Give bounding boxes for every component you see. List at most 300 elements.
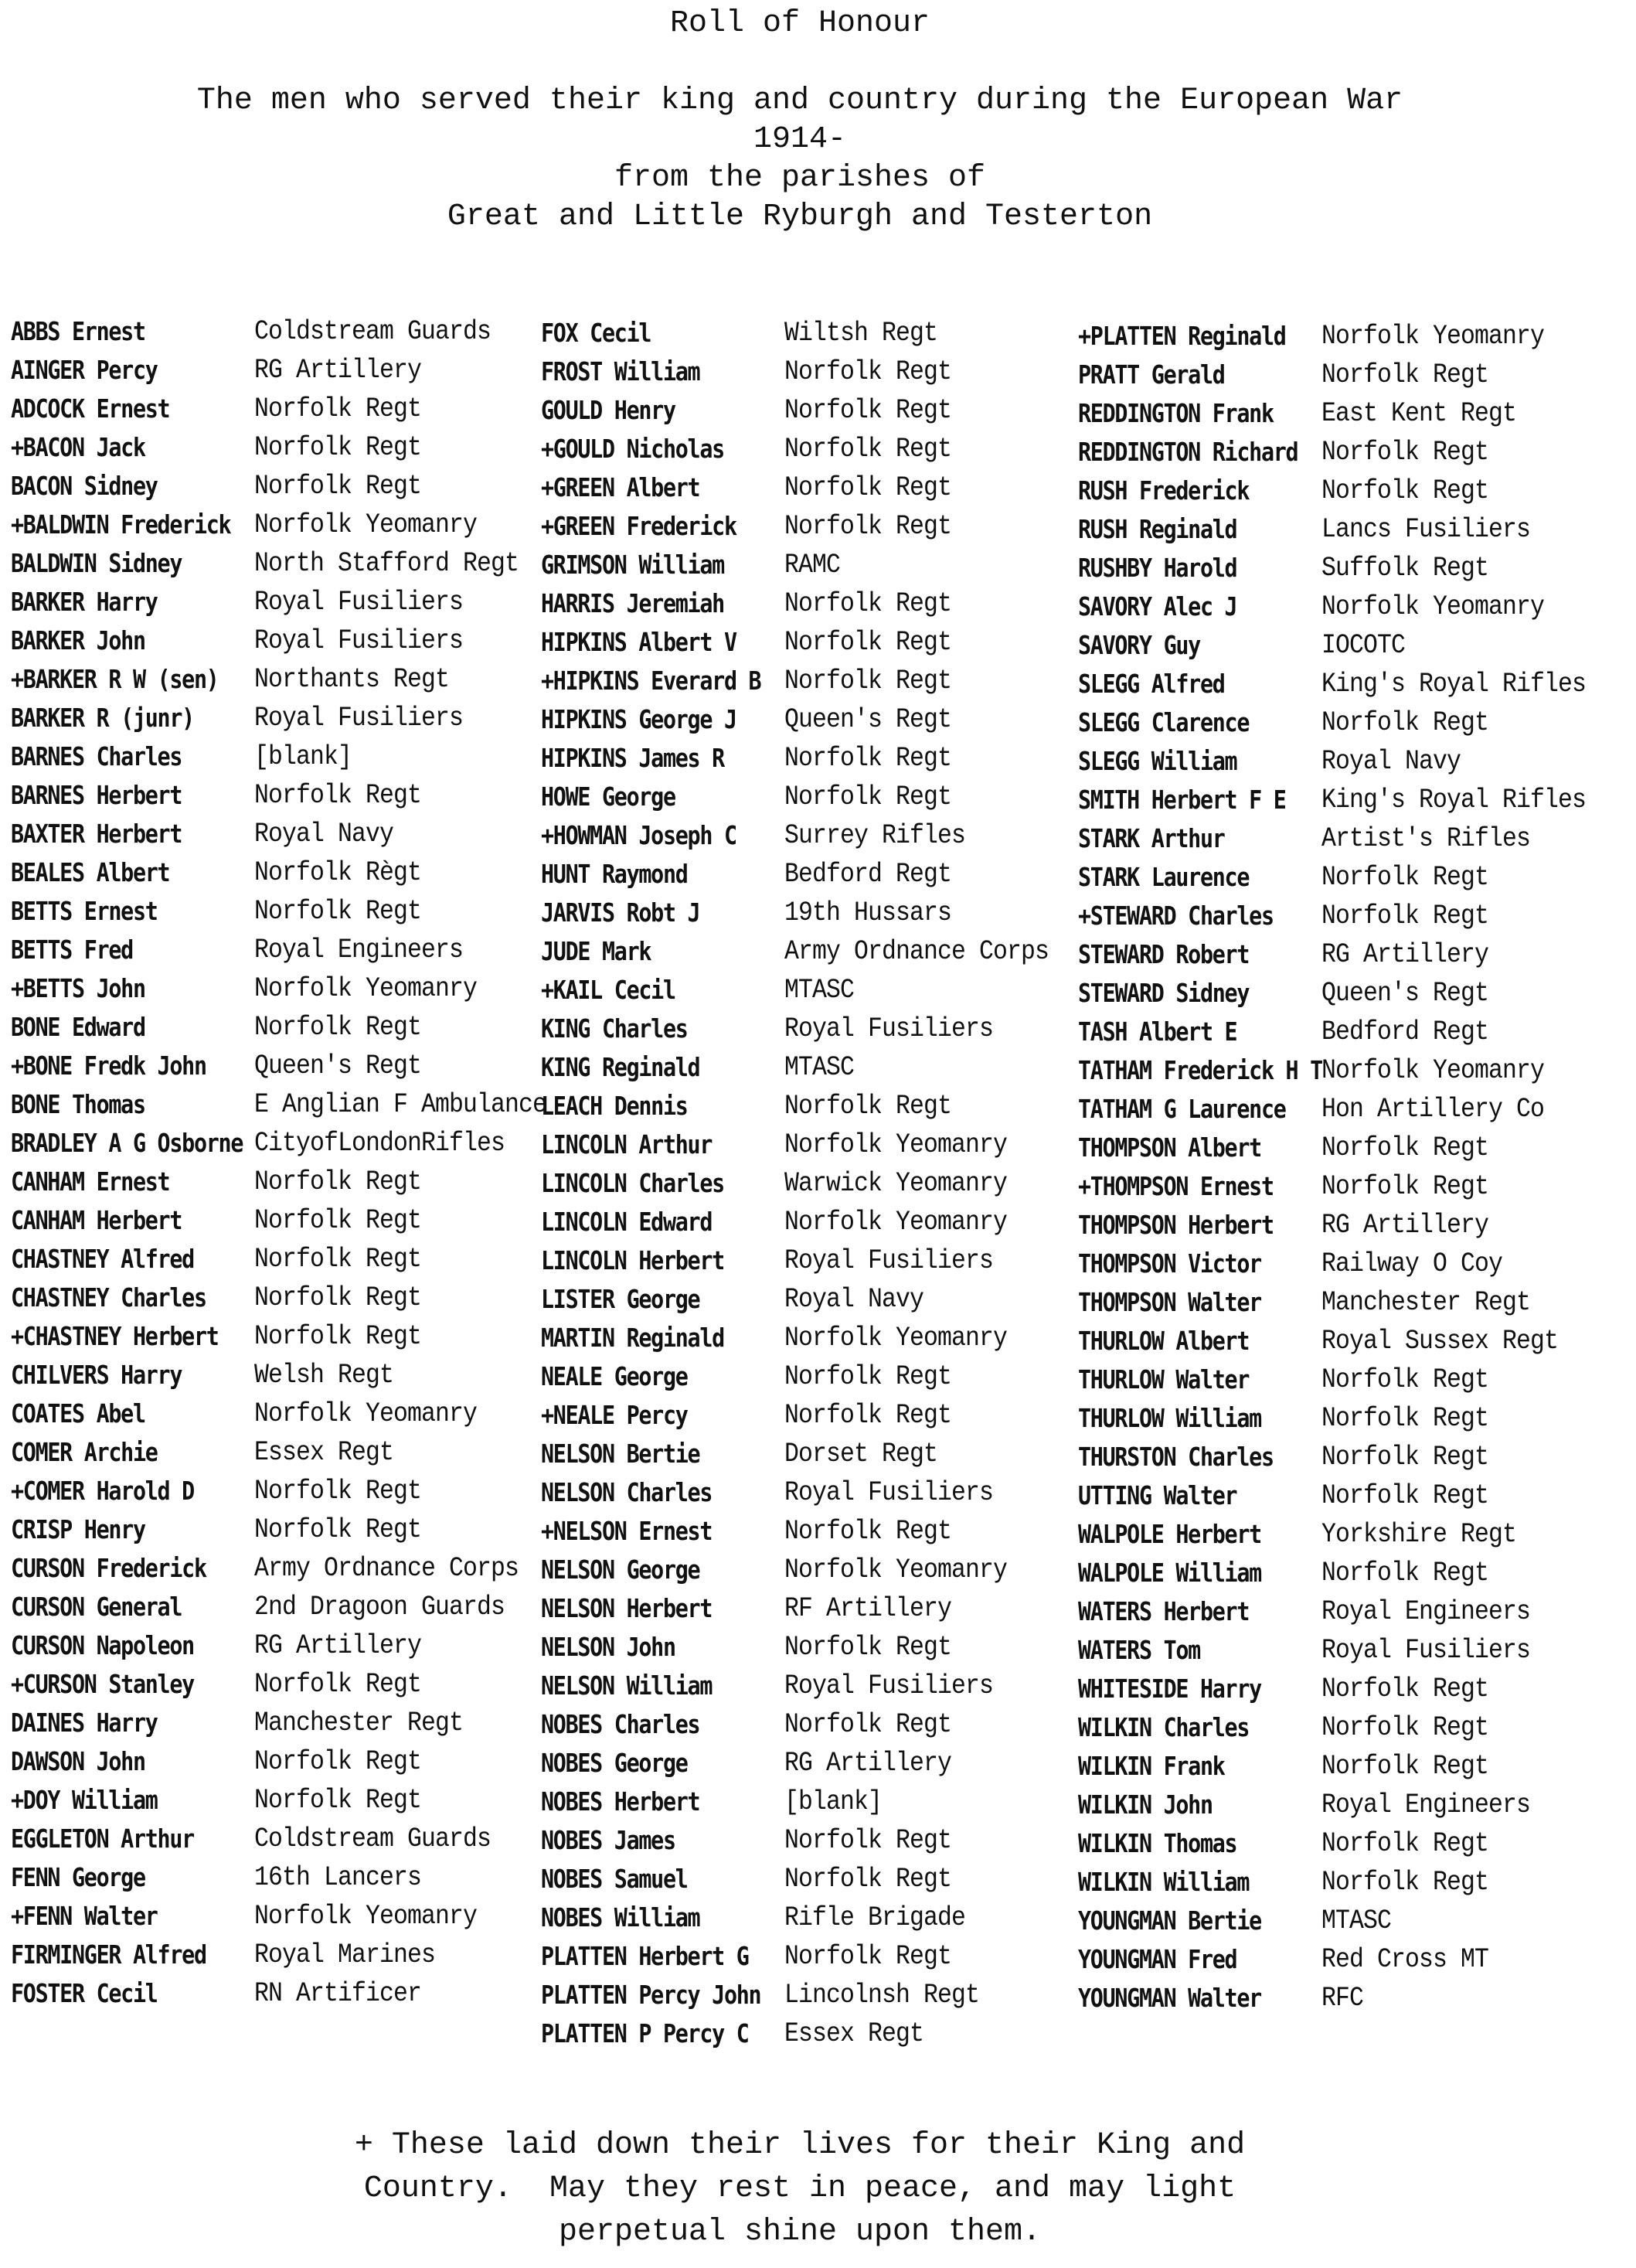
soldier-name: +PLATTEN Reginald — [1078, 321, 1286, 351]
soldier-unit: Royal Navy — [784, 1284, 924, 1315]
soldier-name: BONE Edward — [11, 1012, 145, 1042]
soldier-unit: Coldstream Guards — [254, 316, 491, 347]
subtitle-line-4: Great and Little Ryburgh and Testerton — [447, 199, 1153, 234]
soldier-unit: Norfolk Regt — [1321, 901, 1489, 931]
roll-entry — [1078, 1090, 1615, 1129]
soldier-unit: Norfolk Regt — [1321, 437, 1489, 468]
roll-entry — [11, 776, 579, 815]
soldier-unit: CityofLondonRifles — [254, 1128, 505, 1159]
soldier-unit: Norfolk Yeomanry — [1321, 1055, 1545, 1086]
soldier-unit: Norfolk Regt — [1321, 1674, 1489, 1704]
soldier-name: +KAIL Cecil — [541, 975, 675, 1005]
soldier-unit: Norfolk Regt — [254, 1476, 422, 1507]
soldier-unit: Norfolk Regt — [784, 1516, 952, 1547]
soldier-unit: Norfolk Regt — [784, 472, 952, 503]
roll-entry — [11, 737, 579, 776]
roll-entry — [541, 584, 1078, 623]
soldier-name: HIPKINS James R — [541, 743, 724, 773]
roll-entry — [541, 546, 1078, 584]
soldier-name: BARKER R (junr) — [11, 703, 194, 733]
roll-entry — [11, 1897, 579, 1936]
footnote-line-2: Country. May they rest in peace, and may light — [363, 2171, 1236, 2206]
roll-entry — [1078, 1747, 1615, 1786]
soldier-unit: Norfolk Regt — [784, 743, 952, 774]
soldier-unit: Royal Fusiliers — [784, 1013, 994, 1044]
roll-entry — [11, 1124, 579, 1163]
roll-entry — [1078, 1399, 1615, 1438]
document-header — [0, 5, 1600, 237]
roll-entry — [1078, 1631, 1615, 1670]
roll-entry — [11, 815, 579, 853]
soldier-unit: Norfolk Regt — [784, 1091, 952, 1122]
soldier-unit: Army Ordnance Corps — [784, 936, 1049, 967]
roll-entry — [541, 1628, 1078, 1667]
soldier-name: CHASTNEY Charles — [11, 1282, 206, 1313]
soldier-unit: Bedford Regt — [1321, 1017, 1489, 1047]
roll-entry — [1078, 974, 1615, 1013]
footnote-line-1: + These laid down their lives for their King and — [354, 2128, 1246, 2163]
roll-entry — [1078, 1979, 1615, 2018]
roll-entry — [11, 699, 579, 737]
soldier-name: NOBES Herbert — [541, 1786, 700, 1817]
roll-entry — [1078, 781, 1615, 819]
soldier-unit: Norfolk Yeomanry — [1321, 591, 1545, 622]
roll-entry — [541, 1203, 1078, 1241]
roll-entry — [11, 1047, 579, 1085]
roll-entry — [1078, 587, 1615, 626]
soldier-unit: Norfolk Yeomanry — [784, 1207, 1008, 1238]
soldier-name: BETTS Ernest — [11, 896, 158, 926]
roll-entry — [11, 506, 579, 544]
soldier-unit: Royal Navy — [1321, 746, 1461, 777]
soldier-unit: MTASC — [1321, 1905, 1392, 1936]
soldier-name: RUSH Reginald — [1078, 514, 1237, 544]
soldier-name: UTTING Walter — [1078, 1480, 1237, 1510]
soldier-unit: Army Ordnance Corps — [254, 1553, 519, 1584]
roll-entry — [1078, 1283, 1615, 1322]
soldier-name: +GREEN Albert — [541, 472, 700, 502]
roll-entry — [1078, 1554, 1615, 1592]
soldier-name: THOMPSON Walter — [1078, 1287, 1261, 1317]
soldier-name: PRATT Gerald — [1078, 359, 1225, 390]
roll-entry — [541, 1473, 1078, 1512]
soldier-name: WILKIN Frank — [1078, 1751, 1225, 1781]
roll-entry — [11, 1549, 579, 1588]
soldier-unit: Norfolk Regt — [254, 393, 422, 424]
roll-entry — [11, 1472, 579, 1510]
soldier-name: ADCOCK Ernest — [11, 393, 170, 424]
soldier-name: WILKIN John — [1078, 1790, 1213, 1820]
roll-entry — [541, 430, 1078, 468]
soldier-unit: IOCOTC — [1321, 630, 1406, 661]
soldier-unit: Suffolk Regt — [1321, 553, 1489, 584]
soldier-unit: Wiltsh Regt — [784, 318, 938, 349]
soldier-name: TASH Albert E — [1078, 1017, 1237, 1047]
soldier-name: LINCOLN Charles — [541, 1168, 724, 1198]
soldier-name: DAINES Harry — [11, 1708, 158, 1738]
roll-entry — [11, 969, 579, 1008]
soldier-name: WALPOLE William — [1078, 1558, 1261, 1588]
soldier-unit: RAMC — [784, 550, 841, 581]
roll-entry — [541, 391, 1078, 430]
roll-entry — [1078, 1167, 1615, 1206]
soldier-name: BALDWIN Sidney — [11, 548, 182, 578]
soldier-unit: Norfolk Regt — [254, 896, 422, 927]
soldier-name: THURLOW William — [1078, 1403, 1261, 1433]
roll-entry — [11, 853, 579, 892]
soldier-unit: Norfolk Regt — [784, 1361, 952, 1392]
roll-entry — [1078, 665, 1615, 703]
roll-entry — [11, 1588, 579, 1626]
roll-column-2 — [541, 314, 1078, 2053]
roll-entry — [541, 894, 1078, 932]
soldier-unit: Red Cross MT — [1321, 1944, 1489, 1975]
roll-entry — [1078, 1824, 1615, 1863]
roll-entry — [11, 621, 579, 660]
roll-entry — [541, 352, 1078, 391]
roll-entry — [1078, 1051, 1615, 1090]
soldier-name: SLEGG Alfred — [1078, 669, 1225, 699]
soldier-unit: King's Royal Rifles — [1321, 669, 1587, 700]
soldier-name: NELSON Bertie — [541, 1439, 700, 1469]
roll-entry — [11, 1704, 579, 1742]
soldier-unit: Norfolk Regt — [254, 780, 422, 811]
roll-entry — [541, 739, 1078, 778]
roll-entry — [11, 390, 579, 428]
soldier-name: LINCOLN Arthur — [541, 1129, 713, 1160]
soldier-unit: Dorset Regt — [784, 1439, 938, 1469]
soldier-unit: RG Artillery — [254, 355, 422, 386]
roll-entry — [1078, 510, 1615, 549]
soldier-name: CHASTNEY Alfred — [11, 1244, 194, 1274]
roll-entry — [11, 1936, 579, 1974]
roll-entry — [1078, 1476, 1615, 1515]
soldier-name: BRADLEY A G Osborne — [11, 1128, 243, 1158]
soldier-name: NOBES William — [541, 1902, 700, 1933]
roll-entry — [1078, 626, 1615, 665]
soldier-name: +NEALE Percy — [541, 1400, 688, 1430]
soldier-unit: Welsh Regt — [254, 1360, 394, 1391]
roll-entry — [11, 1279, 579, 1317]
soldier-name: RUSHBY Harold — [1078, 553, 1237, 583]
roll-entry — [1078, 472, 1615, 510]
soldier-name: +STEWARD Charles — [1078, 901, 1274, 931]
soldier-unit: Royal Fusiliers — [784, 1477, 994, 1508]
soldier-name: +CURSON Stanley — [11, 1669, 194, 1699]
soldier-unit: Norfolk Yeomanry — [784, 1555, 1008, 1585]
roll-entry — [541, 662, 1078, 700]
roll-entry — [1078, 1245, 1615, 1283]
soldier-name: COMER Archie — [11, 1437, 158, 1467]
roll-entry — [11, 1201, 579, 1240]
roll-entry — [1078, 1940, 1615, 1979]
soldier-name: SLEGG William — [1078, 746, 1237, 776]
roll-entry — [1078, 1438, 1615, 1476]
roll-entry — [541, 855, 1078, 894]
soldier-unit: Artist's Rifles — [1321, 823, 1531, 854]
soldier-unit: Yorkshire Regt — [1321, 1519, 1517, 1550]
soldier-unit: Norfolk Regt — [1321, 1867, 1489, 1898]
roll-entry — [11, 544, 579, 583]
soldier-name: THURSTON Charles — [1078, 1442, 1274, 1472]
roll-entry — [11, 1085, 579, 1124]
soldier-unit: Norfolk Regt — [1321, 1132, 1489, 1163]
soldier-name: FIRMINGER Alfred — [11, 1939, 206, 1970]
roll-entry — [1078, 1786, 1615, 1824]
soldier-name: KING Charles — [541, 1013, 688, 1044]
roll-entry — [1078, 1129, 1615, 1167]
soldier-unit: Lincolnsh Regt — [784, 1980, 980, 2011]
soldier-name: RUSH Frederick — [1078, 475, 1250, 506]
soldier-unit: Hon Artillery Co — [1321, 1094, 1545, 1125]
soldier-unit: Norfolk Regt — [784, 627, 952, 658]
soldier-name: STARK Laurence — [1078, 862, 1250, 892]
soldier-unit: 19th Hussars — [784, 897, 952, 928]
soldier-name: +HIPKINS Everard B — [541, 666, 761, 696]
soldier-name: BAXTER Herbert — [11, 819, 182, 849]
roll-entry — [1078, 1670, 1615, 1708]
soldier-name: BETTS Fred — [11, 935, 133, 965]
soldier-name: SMITH Herbert F E — [1078, 785, 1286, 815]
roll-entry — [1078, 858, 1615, 897]
soldier-name: NELSON George — [541, 1555, 700, 1585]
soldier-unit: Norfolk Regt — [1321, 1712, 1489, 1743]
soldier-unit: Royal Engineers — [254, 935, 464, 965]
soldier-name: CURSON Napoleon — [11, 1630, 194, 1660]
soldier-unit: Norfolk Regt — [1321, 1171, 1489, 1202]
soldier-name: NOBES Samuel — [541, 1864, 688, 1894]
soldier-name: BONE Thomas — [11, 1089, 145, 1119]
soldier-unit: Norfolk Regt — [1321, 1364, 1489, 1395]
roll-entry — [1078, 742, 1615, 781]
soldier-name: FOX Cecil — [541, 318, 651, 348]
soldier-unit: Royal Fusiliers — [1321, 1635, 1531, 1666]
soldier-unit: Norfolk Yeomanry — [254, 1901, 478, 1932]
soldier-unit: MTASC — [784, 975, 855, 1006]
roll-entry — [1078, 356, 1615, 394]
roll-entry — [11, 1510, 579, 1549]
soldier-unit: Norfolk Regt — [254, 1205, 422, 1236]
soldier-name: THURLOW Walter — [1078, 1364, 1250, 1395]
soldier-unit: Norfolk Regt — [254, 1321, 422, 1352]
soldier-name: FENN George — [11, 1862, 145, 1892]
roll-entry — [1078, 549, 1615, 587]
soldier-name: +COMER Harold D — [11, 1476, 194, 1506]
subtitle-line-2: 1914- — [753, 122, 847, 157]
soldier-unit: Royal Engineers — [1321, 1596, 1531, 1627]
roll-entry — [541, 1705, 1078, 1744]
soldier-unit: Norfolk Regt — [784, 1825, 952, 1856]
roll-entry — [11, 1433, 579, 1472]
soldier-name: TATHAM G Laurence — [1078, 1094, 1286, 1124]
soldier-unit: Norfolk Regt — [1321, 1558, 1489, 1589]
soldier-name: THOMPSON Herbert — [1078, 1210, 1274, 1240]
soldier-name: NELSON John — [541, 1632, 675, 1662]
roll-entry — [11, 428, 579, 467]
soldier-name: BARNES Herbert — [11, 780, 182, 810]
soldier-name: BEALES Albert — [11, 857, 170, 887]
soldier-name: NELSON William — [541, 1670, 713, 1701]
soldier-name: WHITESIDE Harry — [1078, 1674, 1261, 1704]
roll-entry — [541, 1783, 1078, 1821]
soldier-unit: Surrey Rifles — [784, 820, 966, 851]
roll-entry — [541, 1241, 1078, 1280]
roll-entry — [11, 892, 579, 931]
roll-entry — [541, 1164, 1078, 1203]
soldier-name: BARKER John — [11, 625, 145, 656]
soldier-unit: Norfolk Regt — [254, 1012, 422, 1043]
roll-entry — [11, 1742, 579, 1781]
soldier-unit: King's Royal Rifles — [1321, 785, 1587, 816]
soldier-unit: Norfolk Regt — [784, 666, 952, 696]
roll-column-1 — [11, 312, 579, 2013]
roll-entry — [1078, 1515, 1615, 1554]
roll-entry — [11, 1781, 579, 1820]
soldier-name: BARKER Harry — [11, 587, 158, 617]
soldier-unit: Norfolk Yeomanry — [254, 973, 478, 1004]
soldier-unit: Royal Fusiliers — [784, 1670, 994, 1701]
soldier-name: YOUNGMAN Walter — [1078, 1983, 1261, 2013]
soldier-name: CHILVERS Harry — [11, 1360, 182, 1390]
soldier-unit: Norfolk Regt — [784, 1400, 952, 1431]
roll-entry — [1078, 394, 1615, 433]
soldier-name: AINGER Percy — [11, 355, 158, 385]
soldier-unit: Royal Fusiliers — [784, 1245, 994, 1276]
soldier-name: NOBES George — [541, 1748, 688, 1778]
roll-entry — [541, 1667, 1078, 1705]
roll-entry — [1078, 819, 1615, 858]
soldier-name: LINCOLN Herbert — [541, 1245, 724, 1275]
roll-entry — [11, 1163, 579, 1201]
soldier-name: HUNT Raymond — [541, 859, 688, 889]
soldier-name: NELSON Charles — [541, 1477, 713, 1507]
memorial-footnote — [0, 2124, 1600, 2254]
soldier-unit: Norfolk Regt — [1321, 707, 1489, 738]
soldier-unit: RG Artillery — [254, 1630, 422, 1661]
soldier-unit: Railway O Coy — [1321, 1248, 1503, 1279]
soldier-unit: Royal Fusiliers — [254, 587, 464, 618]
soldier-name: +HOWMAN Joseph C — [541, 820, 736, 850]
soldier-name: CANHAM Herbert — [11, 1205, 182, 1235]
roll-entry — [11, 1820, 579, 1858]
soldier-unit: RG Artillery — [784, 1748, 952, 1779]
roll-entry — [541, 1551, 1078, 1589]
soldier-unit: Warwick Yeomanry — [784, 1168, 1008, 1199]
soldier-name: WILKIN William — [1078, 1867, 1250, 1897]
roll-entry — [541, 1589, 1078, 1628]
soldier-unit: Norfolk Regt — [784, 356, 952, 387]
soldier-unit: Norfolk Regt — [784, 1864, 952, 1895]
roll-entry — [1078, 317, 1615, 356]
roll-entry — [541, 1357, 1078, 1396]
soldier-name: CRISP Henry — [11, 1514, 145, 1544]
soldier-name: TATHAM Frederick H T — [1078, 1055, 1322, 1085]
soldier-unit: Royal Navy — [254, 819, 394, 850]
soldier-unit: Bedford Regt — [784, 859, 952, 890]
soldier-unit: Norfolk Regt — [254, 1166, 422, 1197]
soldier-name: STEWARD Sidney — [1078, 978, 1250, 1008]
soldier-unit: Norfolk Regt — [254, 471, 422, 502]
roll-entry — [541, 932, 1078, 971]
roll-entry — [11, 351, 579, 390]
soldier-name: LEACH Dennis — [541, 1091, 688, 1121]
soldier-unit: Norfolk Règt — [254, 857, 422, 888]
roll-entry — [541, 1744, 1078, 1783]
soldier-unit: Royal Fusiliers — [254, 703, 464, 734]
soldier-unit: Norfolk Regt — [1321, 1828, 1489, 1859]
soldier-unit: Norfolk Regt — [784, 434, 952, 465]
soldier-name: WILKIN Thomas — [1078, 1828, 1237, 1858]
soldier-name: PLATTEN Percy John — [541, 1980, 761, 2010]
soldier-unit: Queen's Regt — [1321, 978, 1489, 1009]
soldier-unit: Essex Regt — [254, 1437, 394, 1468]
soldier-name: CURSON General — [11, 1592, 182, 1622]
roll-entry — [11, 1008, 579, 1047]
subtitle-line-1: The men who served their king and country during the European War — [196, 83, 1403, 118]
roll-entry — [541, 700, 1078, 739]
soldier-name: +CHASTNEY Herbert — [11, 1321, 219, 1351]
soldier-unit: East Kent Regt — [1321, 398, 1517, 429]
soldier-unit: Manchester Regt — [1321, 1287, 1531, 1318]
soldier-unit: Norfolk Regt — [254, 1785, 422, 1816]
soldier-unit: Queen's Regt — [254, 1051, 422, 1081]
soldier-unit: Queen's Regt — [784, 704, 952, 735]
soldier-name: +BALDWIN Frederick — [11, 509, 231, 540]
roll-entry — [541, 1010, 1078, 1048]
roll-entry — [541, 1435, 1078, 1473]
soldier-name: PLATTEN Herbert G — [541, 1941, 749, 1971]
soldier-name: YOUNGMAN Bertie — [1078, 1905, 1261, 1936]
soldier-name: +NELSON Ernest — [541, 1516, 713, 1546]
roll-column-3 — [1078, 317, 1615, 2018]
soldier-name: +BARKER R W (sen) — [11, 664, 219, 694]
soldier-unit: Norfolk Regt — [1321, 475, 1489, 506]
roll-entry — [541, 1280, 1078, 1319]
soldier-unit: Royal Engineers — [1321, 1790, 1531, 1820]
roll-entry — [541, 314, 1078, 352]
soldier-unit: Norfolk Yeomanry — [254, 1398, 478, 1429]
roll-entry — [541, 1048, 1078, 1087]
soldier-unit: Norfolk Yeomanry — [784, 1129, 1008, 1160]
soldier-name: HIPKINS George J — [541, 704, 736, 734]
roll-entry — [1078, 1592, 1615, 1631]
subtitle-line-3: from the parishes of — [614, 161, 986, 196]
soldier-name: THOMPSON Victor — [1078, 1248, 1261, 1279]
roll-entry — [1078, 1708, 1615, 1747]
soldier-unit: Norfolk Regt — [1321, 1751, 1489, 1782]
roll-entry — [1078, 1013, 1615, 1051]
soldier-name: HARRIS Jeremiah — [541, 588, 724, 618]
roll-entry — [1078, 703, 1615, 742]
soldier-unit: 2nd Dragoon Guards — [254, 1592, 505, 1623]
roll-entry — [11, 1240, 579, 1279]
soldier-name: +BONE Fredk John — [11, 1051, 206, 1081]
soldier-name: STEWARD Robert — [1078, 939, 1250, 969]
soldier-name: SAVORY Alec J — [1078, 591, 1237, 621]
soldier-unit: RFC — [1321, 1983, 1364, 2014]
roll-entry — [541, 816, 1078, 855]
roll-entry — [541, 507, 1078, 546]
soldier-unit: Rifle Brigade — [784, 1902, 966, 1933]
soldier-unit: Norfolk Regt — [254, 432, 422, 463]
roll-entry — [541, 2014, 1078, 2053]
soldier-unit: Norfolk Regt — [1321, 1403, 1489, 1434]
soldier-name: THOMPSON Albert — [1078, 1132, 1261, 1163]
soldier-unit: Norfolk Regt — [784, 395, 952, 426]
soldier-unit: Essex Regt — [784, 2018, 924, 2049]
roll-entry — [1078, 1902, 1615, 1940]
soldier-unit: Norfolk Regt — [254, 1746, 422, 1777]
